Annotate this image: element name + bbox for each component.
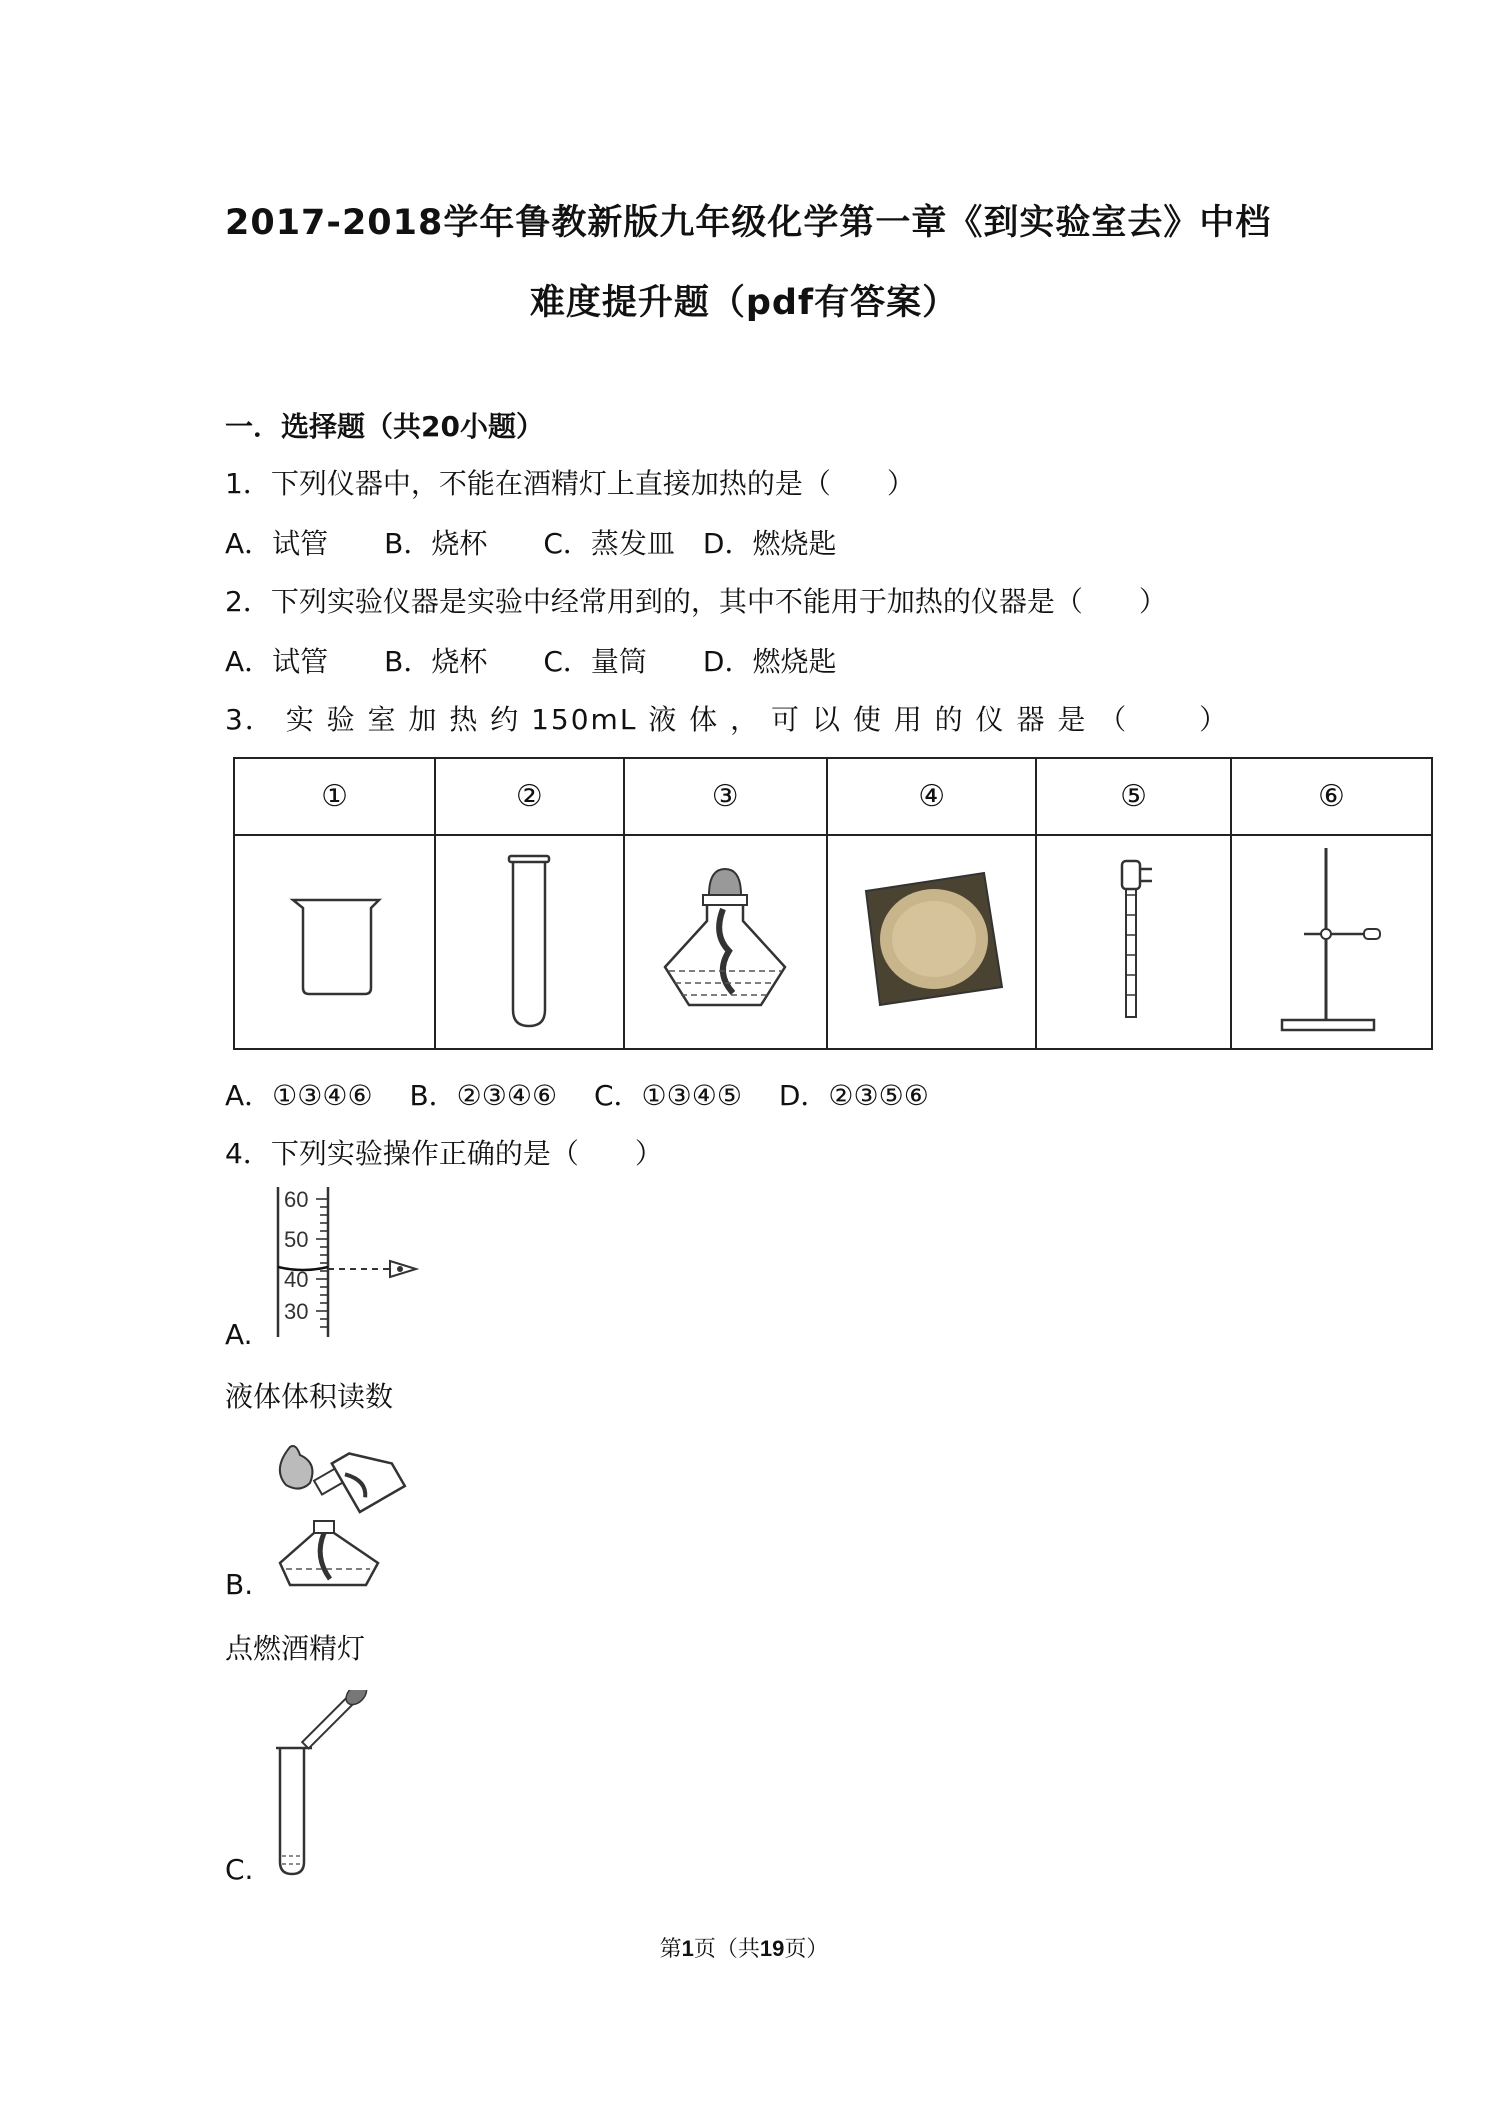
test-tube-clamp-icon <box>1104 855 1164 1025</box>
beaker-icon <box>275 880 395 1000</box>
table-header: ⑤ <box>1036 758 1230 835</box>
iron-stand-cell <box>1231 835 1432 1049</box>
question-3-options: A．①③④⑥ B．②③④⑥ C．①③④⑤ D．②③⑤⑥ <box>225 1079 929 1112</box>
asbestos-mesh-icon <box>852 865 1012 1015</box>
table-header: ③ <box>624 758 827 835</box>
title-line-1: 2017-2018学年鲁教新版九年级化学第一章《到实验室去》中档 <box>225 203 1272 243</box>
table-header: ② <box>435 758 623 835</box>
dropper-into-test-tube-figure <box>268 1690 368 1880</box>
asbestos-mesh-cell <box>827 835 1036 1049</box>
question-1-stem: 1．下列仪器中，不能在酒精灯上直接加热的是（ ） <box>225 467 915 500</box>
option-a-caption: 液体体积读数 <box>225 1380 394 1413</box>
question-1-options: A．试管 B．烧杯 C．蒸发皿 D．燃烧匙 <box>225 527 837 560</box>
question-4-stem: 4．下列实验操作正确的是（ ） <box>225 1137 663 1170</box>
page-footer <box>0 1932 1488 1963</box>
graduated-cylinder-reading-figure <box>270 1185 430 1345</box>
question-2-stem: 2．下列实验仪器是实验中经常用到的，其中不能用于加热的仪器是（ ） <box>225 585 1167 618</box>
beaker-cell <box>234 835 435 1049</box>
tick-label: 50 <box>284 1227 309 1252</box>
total-pages: 19 <box>759 1936 785 1961</box>
lighting-alcohol-lamp-figure <box>270 1433 410 1593</box>
alcohol-lamp-icon <box>645 855 805 1025</box>
test-tube-clamp-cell <box>1036 835 1230 1049</box>
iron-stand-icon <box>1266 840 1396 1040</box>
question-3-stem: 3． 实 验 室 加 热 约 150mL 液 体 ， 可 以 使 用 的 仪 器 是 （ ） <box>225 703 1230 736</box>
tick-label: 60 <box>284 1187 309 1212</box>
table-header: ⑥ <box>1231 758 1432 835</box>
test-tube-cell <box>435 835 623 1049</box>
table-header: ④ <box>827 758 1036 835</box>
tick-label: 40 <box>284 1267 309 1292</box>
q3-apparatus-table <box>233 757 1433 1050</box>
alcohol-lamp-cell <box>624 835 827 1049</box>
section-heading: 一．选择题（共20小题） <box>225 410 544 443</box>
footer-text: 页） <box>784 1937 829 1962</box>
tick-label: 30 <box>284 1299 309 1324</box>
page-number: 1 <box>681 1936 694 1961</box>
option-b-label: B. <box>225 1568 254 1601</box>
test-tube-icon <box>499 850 559 1030</box>
question-2-options: A．试管 B．烧杯 C．量筒 D．燃烧匙 <box>225 645 837 678</box>
option-c-label: C. <box>225 1853 254 1886</box>
footer-text: 第 <box>659 1937 682 1962</box>
footer-text: 页（共 <box>693 1937 760 1962</box>
table-header: ① <box>234 758 435 835</box>
option-b-caption: 点燃酒精灯 <box>225 1632 366 1665</box>
title-line-2: 难度提升题（pdf有答案） <box>529 283 959 323</box>
option-a-label: A. <box>225 1318 253 1351</box>
